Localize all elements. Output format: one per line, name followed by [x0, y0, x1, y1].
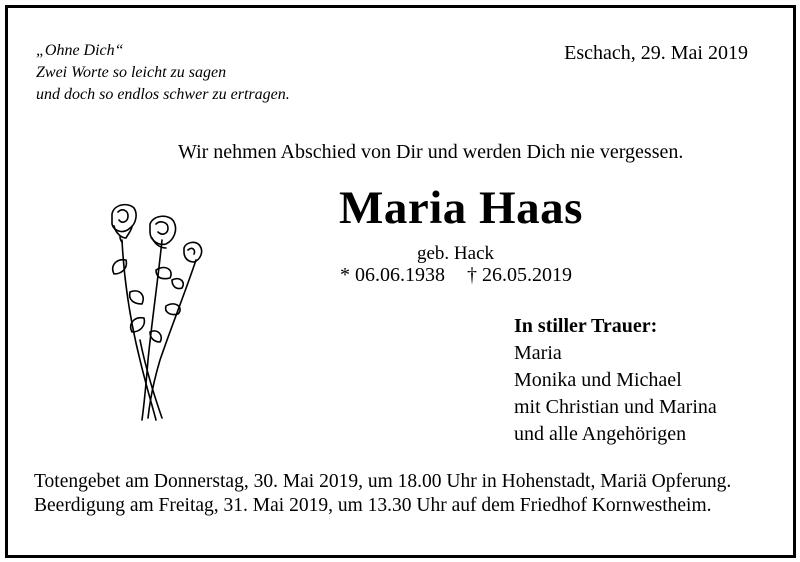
- mourner-name: und alle Angehörigen: [514, 423, 687, 445]
- death-date: † 26.05.2019: [467, 264, 572, 286]
- life-dates: [340, 264, 572, 287]
- rose-bouquet-icon: [100, 200, 220, 425]
- deceased-name: Maria Haas: [339, 182, 583, 234]
- motto-line: Zwei Worte so leicht zu sagen: [36, 64, 227, 81]
- motto-line: „Ohne Dich“: [36, 42, 124, 59]
- motto-line: und doch so endlos schwer zu ertragen.: [36, 86, 290, 103]
- place-date: Eschach, 29. Mai 2019: [564, 42, 748, 64]
- farewell-sentence: Wir nehmen Abschied von Dir und werden Dich nie vergessen.: [178, 141, 684, 163]
- mourner-name: mit Christian und Marina: [514, 396, 717, 418]
- birth-date: * 06.06.1938: [340, 264, 445, 286]
- maiden-name: geb. Hack: [417, 243, 495, 264]
- mourners-heading: In stiller Trauer:: [514, 315, 658, 337]
- prayer-service: Totengebet am Donnerstag, 30. Mai 2019, um 18.00 Uhr in Hohenstadt, Mariä Opferung.: [34, 471, 732, 492]
- service-information: [34, 470, 731, 518]
- motto-quote: [36, 40, 290, 106]
- mourner-name: Maria: [514, 342, 562, 364]
- mourners-block: [514, 313, 717, 448]
- burial-service: Beerdigung am Freitag, 31. Mai 2019, um 13.30 Uhr auf dem Friedhof Kornwestheim.: [34, 495, 712, 516]
- mourner-name: Monika und Michael: [514, 369, 682, 391]
